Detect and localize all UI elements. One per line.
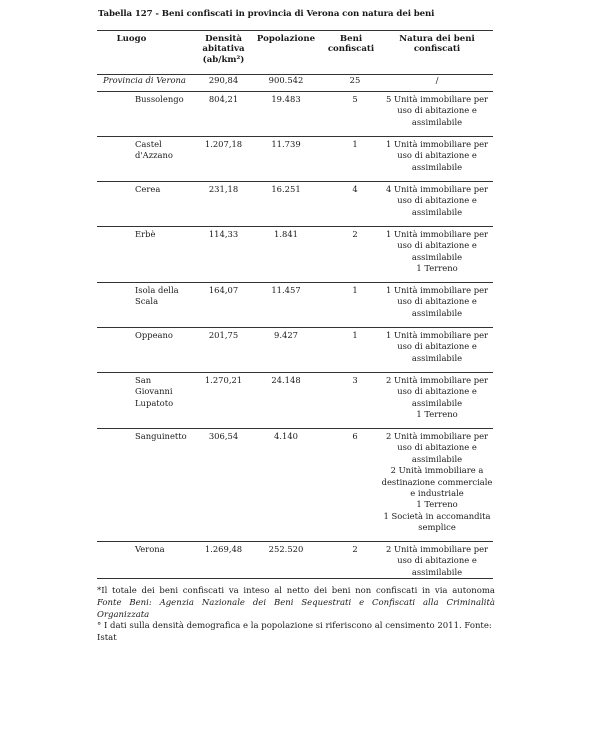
note-total: *Il totale dei beni confiscati va inteso al netto dei beni non confiscati in via autonoma: [97, 586, 495, 596]
cell-luogo: Sanguinetto: [135, 431, 187, 441]
table-row: [97, 182, 493, 227]
table-caption: Tabella 127 - Beni confiscati in provincia di Verona con natura dei beni: [98, 9, 435, 19]
cell-popolazione: 252.520: [268, 544, 304, 554]
cell-popolazione: 11.457: [271, 285, 301, 295]
cell-beni: 1: [352, 330, 358, 340]
table-row: [97, 75, 493, 92]
cell-luogo: Verona: [135, 544, 165, 554]
cell-densita: 231,18: [208, 184, 239, 194]
note-source-beni: Fonte Beni: Agenzia Nazionale dei Beni Sequestrati e Confiscati alla Criminalità Organizzata: [97, 597, 495, 620]
cell-natura: 1 Unità immobiliare per uso di abitazione e assimilabile: [385, 330, 489, 363]
cell-densita: 164,07: [208, 285, 239, 295]
cell-popolazione: 24.148: [271, 375, 301, 385]
table-row: [97, 137, 493, 182]
cell-popolazione: 1.841: [274, 229, 298, 239]
cell-densita: 306,54: [208, 431, 239, 441]
cell-natura: 4 Unità immobiliare per uso di abitazione e assimilabile: [385, 184, 489, 217]
table-notes: [97, 586, 495, 645]
cell-luogo: Isola della Scala: [135, 285, 179, 307]
cell-luogo: Cerea: [135, 184, 161, 194]
cell-densita: 1.269,48: [204, 544, 243, 554]
cell-luogo: Provincia di Verona: [103, 75, 186, 85]
table-header-row: [97, 31, 493, 75]
cell-natura: 1 Unità immobiliare per uso di abitazione e assimilabile: [385, 285, 489, 318]
cell-natura: 5 Unità immobiliare per uso di abitazione e assimilabile: [385, 94, 489, 127]
cell-popolazione: 16.251: [271, 184, 301, 194]
cell-luogo: Castel d'Azzano: [135, 139, 173, 161]
cell-densita: 290,84: [208, 75, 239, 85]
cell-beni: 5: [352, 94, 358, 104]
cell-beni: 2: [352, 229, 358, 239]
table-row: [97, 283, 493, 328]
cell-natura: 2 Unità immobiliare per uso di abitazione e assimilabile: [385, 544, 489, 577]
table-body: [97, 75, 493, 579]
cell-luogo: Erbè: [135, 229, 156, 239]
note-source-istat: ° I dati sulla densità demografica e la popolazione si riferiscono al censimento 2011. Fonte: Istat: [97, 621, 492, 644]
cell-beni: 1: [352, 139, 358, 149]
header-popolazione: Popolazione: [256, 34, 316, 44]
table-row: [97, 92, 493, 137]
cell-popolazione: 11.739: [271, 139, 301, 149]
header-natura: Natura dei beni confiscati: [399, 34, 475, 55]
cell-beni: 1: [352, 285, 358, 295]
table-row: [97, 328, 493, 373]
cell-popolazione: 9.427: [274, 330, 298, 340]
cell-natura: 1 Unità immobiliare per uso di abitazione e assimilabile: [385, 139, 489, 172]
cell-natura: /: [435, 75, 439, 85]
cell-densita: 804,21: [208, 94, 239, 104]
cell-luogo: Oppeano: [135, 330, 173, 340]
cell-popolazione: 900.542: [268, 75, 304, 85]
table-row: [97, 373, 493, 429]
cell-luogo: Bussolengo: [135, 94, 184, 104]
cell-beni: 4: [352, 184, 358, 194]
cell-densita: 1.270,21: [204, 375, 243, 385]
cell-natura: 2 Unità immobiliare per uso di abitazione e assimilabile 1 Terreno: [385, 375, 489, 420]
cell-popolazione: 4.140: [274, 431, 298, 441]
cell-natura: 2 Unità immobiliare per uso di abitazione e assimilabile 2 Unità immobiliare a destinazione commerciale e industriale 1 Terreno 1 Società in accomandita semplice: [381, 431, 493, 533]
table-row: [97, 542, 493, 579]
cell-popolazione: 19.483: [271, 94, 301, 104]
cell-densita: 1.207,18: [204, 139, 243, 149]
table-row: [97, 429, 493, 542]
header-beni: Beni confiscati: [327, 34, 375, 55]
cell-densita: 114,33: [208, 229, 239, 239]
cell-beni: 6: [352, 431, 358, 441]
table-row: [97, 227, 493, 283]
cell-beni: 25: [349, 75, 361, 85]
confiscated-assets-table: [97, 30, 493, 579]
cell-natura: 1 Unità immobiliare per uso di abitazione e assimilabile 1 Terreno: [385, 229, 489, 274]
cell-densita: 201,75: [208, 330, 239, 340]
cell-beni: 3: [352, 375, 358, 385]
header-densita: Densità abitativa (ab/km²): [202, 34, 245, 65]
header-luogo: Luogo: [116, 34, 147, 44]
cell-luogo: San Giovanni Lupatoto: [135, 375, 174, 408]
cell-beni: 2: [352, 544, 358, 554]
